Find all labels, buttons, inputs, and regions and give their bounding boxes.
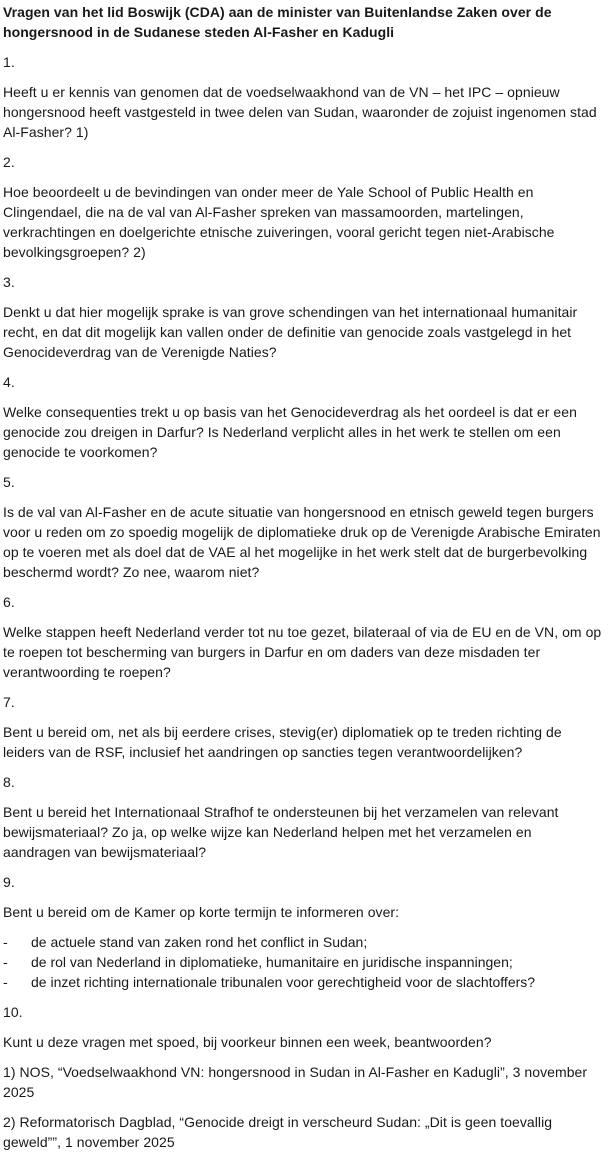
question-number: 6. bbox=[3, 594, 15, 610]
question-text: Welke consequenties trekt u op basis van het Genocideverdrag als het oordeel is dat er een genocide zou dreigen in Darfur? Is Nederland verplicht alles in het werk te stellen om een genocide te voorkomen? bbox=[3, 404, 577, 460]
bullet-dash-icon: - bbox=[3, 954, 8, 970]
question-block bbox=[3, 52, 602, 142]
question-number: 7. bbox=[3, 694, 15, 710]
question-number: 8. bbox=[3, 774, 15, 790]
question-block bbox=[3, 472, 602, 582]
question-number: 10. bbox=[3, 1004, 23, 1020]
question-text: Heeft u er kennis van genomen dat de voedselwaakhond van de VN – het IPC – opnieuw hongersnood heeft vastgesteld in twee delen van Sudan, waaronder de zojuist ingenomen stad Al-Fasher? 1) bbox=[3, 84, 597, 140]
bullet-item bbox=[3, 972, 602, 992]
question-block bbox=[3, 772, 602, 862]
bullet-text: de rol van Nederland in diplomatieke, humanitaire en juridische inspanningen; bbox=[31, 954, 513, 970]
question-block bbox=[3, 1002, 602, 1052]
question-block bbox=[3, 372, 602, 462]
question-number: 4. bbox=[3, 374, 15, 390]
bullet-text: de actuele stand van zaken rond het conflict in Sudan; bbox=[31, 934, 368, 950]
bullet-dash-icon: - bbox=[3, 934, 8, 950]
question-text: Welke stappen heeft Nederland verder tot nu toe gezet, bilateraal of via de EU en de VN, om op te roepen tot bescherming van burgers in Darfur en om daders van deze misdaden ter verantwoording te roepen? bbox=[3, 624, 602, 680]
document-title: Vragen van het lid Boswijk (CDA) aan de minister van Buitenlandse Zaken over de hongersnood in de Sudanese steden Al-Fasher en Kadugli bbox=[3, 4, 552, 40]
bullet-item bbox=[3, 932, 602, 952]
question-block bbox=[3, 592, 602, 682]
question-number: 5. bbox=[3, 474, 15, 490]
question-text: Bent u bereid het Internationaal Strafhof te ondersteunen bij het verzamelen van relevant bewijsmateriaal? Zo ja, op welke wijze kan Nederland helpen met het verzamelen en aandragen van bewijsmateriaal? bbox=[3, 804, 559, 860]
question-block bbox=[3, 272, 602, 362]
question-number: 2. bbox=[3, 154, 15, 170]
question-block bbox=[3, 692, 602, 762]
questions-list bbox=[3, 52, 602, 1052]
footnote: 2) Reformatorisch Dagblad, “Genocide dreigt in verscheurd Sudan: „Dit is geen toevallig geweld””, 1 november 2025 bbox=[3, 1114, 553, 1150]
question-number: 3. bbox=[3, 274, 15, 290]
question-text: Kunt u deze vragen met spoed, bij voorkeur binnen een week, beantwoorden? bbox=[3, 1034, 492, 1050]
question-number: 9. bbox=[3, 874, 15, 890]
question-text: Bent u bereid om, net als bij eerdere crises, stevig(er) diplomatiek op te treden richting de leiders van de RSF, inclusief het aandringen op sancties tegen verantwoordelijken? bbox=[3, 724, 562, 760]
question-text: Is de val van Al-Fasher en de acute situatie van hongersnood en etnisch geweld tegen burgers voor u reden om zo spoedig mogelijk de diplomatieke druk op de Verenigde Arabische Emiraten op te voeren met als doel dat de VAE al het mogelijke in het werk stelt dat de burgerbevolking beschermd wordt? Zo nee, waarom niet? bbox=[3, 504, 601, 580]
question-block bbox=[3, 152, 602, 262]
question-block bbox=[3, 872, 602, 992]
question-bullets bbox=[3, 932, 602, 992]
question-text: Bent u bereid om de Kamer op korte termijn te informeren over: bbox=[3, 904, 400, 920]
question-text: Hoe beoordeelt u de bevindingen van onder meer de Yale School of Public Health en Clingendael, die na de val van Al-Fasher spreken van massamoorden, martelingen, verkrachtingen en doelgerichte etnische zuiveringen, vooral gericht tegen niet-Arabische bevolkingsgroepen? 2) bbox=[3, 184, 555, 260]
bullet-text: de inzet richting internationale tribunalen voor gerechtigheid voor de slachtoffers? bbox=[31, 974, 536, 990]
footnotes-list bbox=[3, 1062, 602, 1152]
question-text: Denkt u dat hier mogelijk sprake is van grove schendingen van het internationaal humanitair recht, en dat dit mogelijk kan vallen onder de definitie van genocide zoals vastgelegd in het Genocideverdrag van de Verenigde Naties? bbox=[3, 304, 578, 360]
bullet-dash-icon: - bbox=[3, 974, 8, 990]
question-number: 1. bbox=[3, 54, 15, 70]
footnote: 1) NOS, “Voedselwaakhond VN: hongersnood in Sudan in Al-Fasher en Kadugli”, 3 november 2025 bbox=[3, 1064, 588, 1100]
bullet-item bbox=[3, 952, 602, 972]
